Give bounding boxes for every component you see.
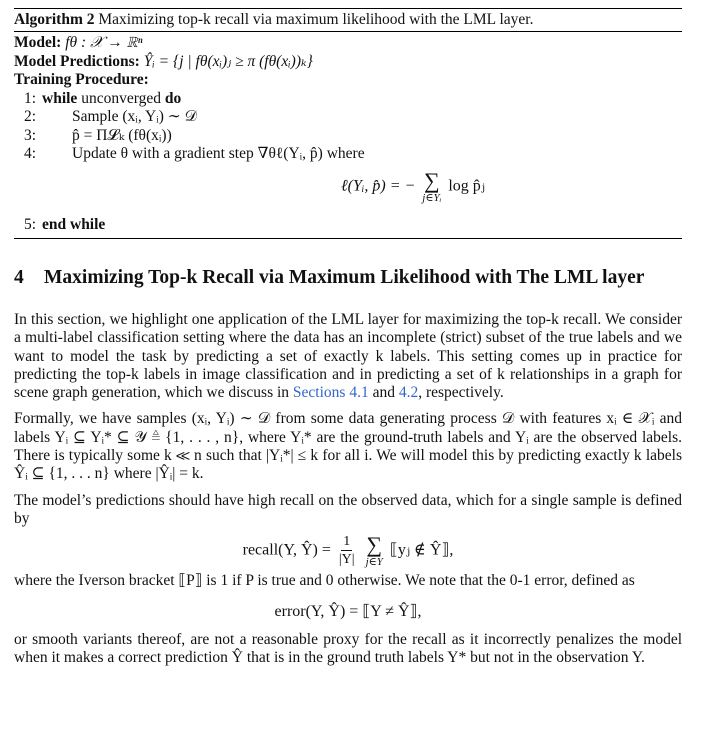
sections-link[interactable]: Sections 4.1 — [292, 384, 369, 402]
training-procedure-label: Training Procedure: — [14, 71, 149, 88]
algorithm-step: 5: end while — [23, 215, 106, 233]
error-equation: error(Y, Ŷ) = ⟦Y ≠ Ŷ⟧, — [274, 602, 422, 620]
algorithm-step: 1: while unconverged do — [23, 89, 182, 107]
algorithm-label: Algorithm 2 — [14, 11, 95, 28]
recall-sum: ∑ j∈Y — [365, 532, 383, 569]
paper-page — [14, 8, 682, 667]
predictions-line: Model Predictions: Ŷᵢ = {j | fθ(xᵢ)ⱼ ≥ π (fθ(xᵢ))ₖ} — [14, 52, 313, 70]
algorithm-step: 4: Update θ with a gradient step ∇θℓ(Yᵢ, p̂) where — [23, 145, 365, 162]
paragraph-proxy: or smooth variants thereof, are not a reasonable proxy for the recall as it incorrectly penalizes the model when it makes a correct prediction Ŷ that is in the ground truth labels Y* but not in the observation Y. — [14, 630, 682, 666]
algorithm-step: 2: Sample (xᵢ, Yᵢ) ∼ 𝒟 — [23, 108, 197, 125]
algorithm-step: 3: p̂ = Π𝓛ₖ (fθ(xᵢ)) — [23, 126, 172, 144]
recall-equation: recall(Y, Ŷ) = $\frac{1}{|Y|}$ ∑ j∈Y ⟦yⱼ ∉ Ŷ⟧, — [242, 532, 454, 569]
algorithm-bottom-rule — [14, 238, 682, 239]
paragraph-iverson: where the Iverson bracket ⟦P⟧ is 1 if P is true and 0 otherwise. We note that the 0-1 error, defined as — [14, 572, 635, 590]
paragraph-recall: The model’s predictions should have high recall on the observed data, which for a single sample is defined by — [14, 491, 682, 527]
algorithm-title: Maximizing top-k recall via maximum likelihood with the LML layer. — [98, 11, 534, 28]
section-heading: 4 Maximizing Top-k Recall via Maximum Likelihood with The LML layer — [14, 267, 645, 288]
algorithm-body — [14, 32, 682, 234]
loss-sum: ∑ j∈Yᵢ — [422, 167, 442, 204]
recall-fraction: $\frac{1}{|Y|}$ — [338, 534, 355, 568]
algorithm-caption — [14, 9, 682, 31]
paragraph-intro: In this section, we highlight one application of the LML layer for maximizing the top-k recall. We consider a multi-label classification setting where the data has an incomplete (strict) subset of the true labels and we want to model the task by predicting a set of exactly k labels. This setting comes up in practice for predicting the top-k labels in image classification and in predicting a set of k relationships in a graph for scene graph generation, which we discuss in Sections 4.1 and 4.2, respectively. — [14, 311, 682, 402]
loss-equation: ℓ(Yᵢ, p̂) = − ∑ j∈Yᵢ log p̂ⱼ — [340, 167, 486, 204]
section-link[interactable]: 4.2 — [398, 384, 419, 402]
paragraph-formal: Formally, we have samples (xᵢ, Yᵢ) ∼ 𝒟 from some data generating process 𝒟 with features xᵢ ∈ 𝒳ᵢ and labels Yᵢ ⊆ Yᵢ* ⊆ 𝒴 ≜ {1, . . . , n}, where Yᵢ* are the ground-truth labels and Yᵢ are the observed labels. There is typically some k ≪ n such that |Yᵢ*| ≤ k for all i. We will model this by predicting exactly k labels Ŷᵢ ⊆ {1, . . . n} where |Ŷᵢ| = k. — [14, 410, 682, 483]
model-line: Model: fθ : 𝒳 → ℝⁿ — [14, 34, 143, 51]
